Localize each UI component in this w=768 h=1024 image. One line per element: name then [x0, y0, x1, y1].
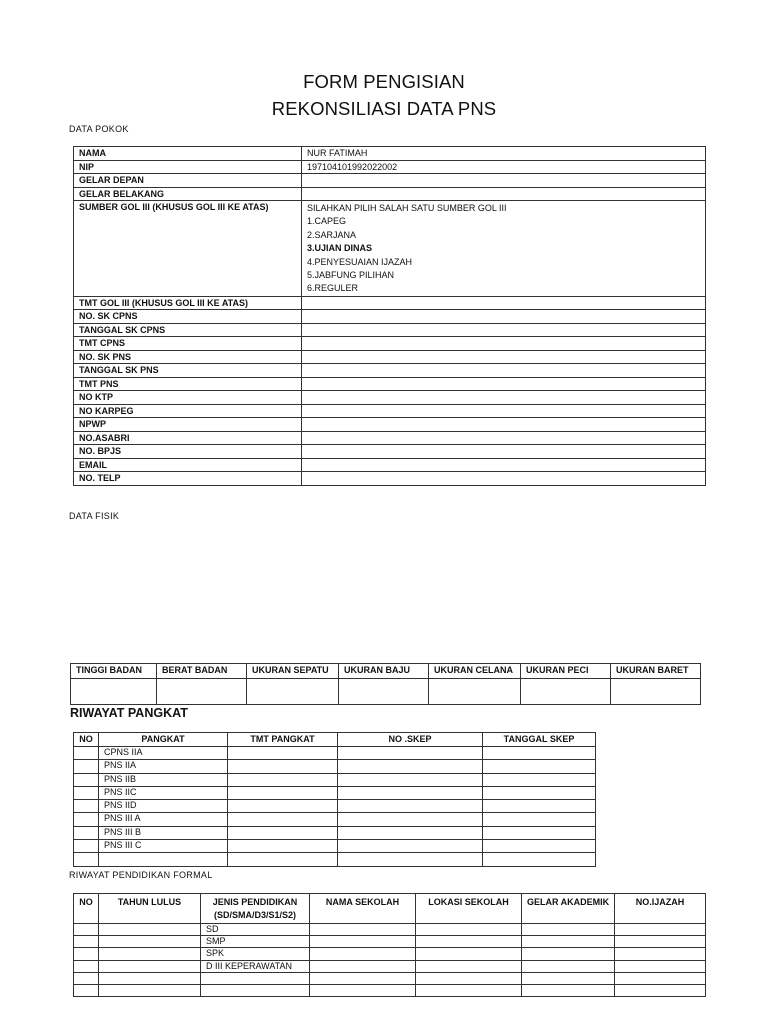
field-value[interactable]: [302, 418, 706, 432]
pendidikan-column-header: [201, 894, 310, 924]
data-pokok-row: [74, 174, 706, 188]
field-label: EMAIL: [74, 458, 302, 472]
pangkat-input-cell[interactable]: [228, 826, 338, 839]
pendidikan-header-label: NO.IJAZAH: [635, 897, 685, 907]
pendidikan-input-cell[interactable]: [99, 972, 201, 984]
sumber-option[interactable]: 2.SARJANA: [307, 229, 357, 240]
pangkat-input-cell[interactable]: [228, 747, 338, 760]
pendidikan-input-cell[interactable]: [522, 936, 615, 948]
pangkat-input-cell[interactable]: [74, 813, 99, 826]
data-fisik-table: [70, 663, 701, 705]
pendidikan-input-cell[interactable]: [522, 948, 615, 960]
data-pokok-row: [74, 323, 706, 337]
pangkat-name: PNS III A: [99, 813, 228, 826]
field-label: TANGGAL SK PNS: [74, 364, 302, 378]
riwayat-pangkat-table: [73, 732, 596, 867]
data-pokok-row: [74, 310, 706, 324]
form-subtitle: REKONSILIASI DATA PNS: [271, 98, 497, 119]
form-title: FORM PENGISIAN: [303, 71, 465, 92]
field-value[interactable]: [302, 337, 706, 351]
pangkat-input-cell[interactable]: [483, 760, 596, 773]
field-label: GELAR BELAKANG: [74, 187, 302, 201]
pangkat-input-cell[interactable]: [483, 853, 596, 866]
table-row: [74, 813, 596, 826]
jenis-pendidikan: [201, 984, 310, 996]
jenis-pendidikan: [201, 972, 310, 984]
pendidikan-column-header: [74, 894, 99, 924]
pendidikan-input-cell[interactable]: [416, 948, 522, 960]
table-row: [74, 840, 596, 853]
data-pokok-table: [73, 146, 706, 486]
field-value[interactable]: NUR FATIMAH: [302, 147, 706, 161]
fisik-column-header: BERAT BADAN: [157, 664, 247, 679]
data-pokok-row: [74, 458, 706, 472]
pangkat-input-cell[interactable]: [74, 760, 99, 773]
pendidikan-input-cell[interactable]: [522, 960, 615, 972]
pangkat-name: CPNS IIA: [99, 747, 228, 760]
field-label: NO.ASABRI: [74, 431, 302, 445]
field-label: NPWP: [74, 418, 302, 432]
pangkat-input-cell[interactable]: [74, 800, 99, 813]
pendidikan-column-header: [615, 894, 706, 924]
pangkat-input-cell[interactable]: [74, 826, 99, 839]
field-value[interactable]: [302, 174, 706, 188]
pangkat-name: PNS III B: [99, 826, 228, 839]
pendidikan-input-cell[interactable]: [416, 936, 522, 948]
data-pokok-row: [74, 472, 706, 486]
pendidikan-input-cell[interactable]: [615, 948, 706, 960]
pangkat-input-cell[interactable]: [338, 760, 483, 773]
field-value[interactable]: [302, 187, 706, 201]
fisik-column-header: UKURAN BARET: [611, 664, 701, 679]
pendidikan-input-cell[interactable]: [522, 984, 615, 996]
pendidikan-input-cell[interactable]: [99, 984, 201, 996]
pendidikan-input-cell[interactable]: [99, 936, 201, 948]
data-pokok-row: [74, 350, 706, 364]
pendidikan-column-header: [310, 894, 416, 924]
pangkat-input-cell[interactable]: [483, 800, 596, 813]
field-label: TMT GOL III (KHUSUS GOL III KE ATAS): [74, 296, 302, 310]
pendidikan-input-cell[interactable]: [416, 924, 522, 936]
field-value[interactable]: [302, 445, 706, 459]
pendidikan-input-cell[interactable]: [310, 924, 416, 936]
pangkat-input-cell[interactable]: [338, 840, 483, 853]
table-row: [74, 826, 596, 839]
field-label: NIP: [74, 160, 302, 174]
pendidikan-input-cell[interactable]: [416, 972, 522, 984]
field-label: NO KARPEG: [74, 404, 302, 418]
riwayat-pendidikan-label: RIWAYAT PENDIDIKAN FORMAL: [69, 870, 213, 880]
field-value[interactable]: [302, 404, 706, 418]
pangkat-input-cell[interactable]: [228, 800, 338, 813]
data-pokok-row: [74, 377, 706, 391]
sumber-option[interactable]: 6.REGULER: [307, 283, 359, 294]
pangkat-input-cell[interactable]: [338, 800, 483, 813]
sumber-instruction: SILAHKAN PILIH SALAH SATU SUMBER GOL III: [307, 203, 507, 213]
field-label: SUMBER GOL III (KHUSUS GOL III KE ATAS): [74, 201, 302, 297]
data-pokok-row: [74, 160, 706, 174]
pangkat-name: PNS III C: [99, 840, 228, 853]
pendidikan-header-label: JENIS PENDIDIKAN: [212, 897, 298, 907]
pangkat-input-cell[interactable]: [338, 826, 483, 839]
pendidikan-header-label: LOKASI SEKOLAH: [428, 897, 509, 907]
data-pokok-row: [74, 418, 706, 432]
pangkat-input-cell[interactable]: [228, 840, 338, 853]
data-pokok-row: [74, 337, 706, 351]
table-row: [74, 853, 596, 866]
jenis-pendidikan-sub: (SD/SMA/D3/S1/S2): [213, 910, 297, 920]
riwayat-pendidikan-table: [73, 893, 706, 997]
table-row: [74, 786, 596, 799]
sumber-option[interactable]: 4.PENYESUAIAN IJAZAH: [307, 256, 413, 267]
pangkat-input-cell[interactable]: [74, 773, 99, 786]
fisik-input-cell[interactable]: [71, 679, 157, 705]
data-pokok-label: DATA POKOK: [69, 124, 129, 134]
pendidikan-column-header: [522, 894, 615, 924]
field-value[interactable]: [302, 201, 706, 297]
pendidikan-header-label: TAHUN LULUS: [117, 897, 182, 907]
field-label: NO. BPJS: [74, 445, 302, 459]
pangkat-column-header: NO: [74, 733, 99, 747]
pangkat-input-cell[interactable]: [74, 747, 99, 760]
table-row: [74, 924, 706, 936]
pendidikan-header-label: NO: [79, 897, 93, 907]
table-row: [74, 936, 706, 948]
pangkat-name: [99, 853, 228, 866]
pangkat-input-cell[interactable]: [228, 853, 338, 866]
pendidikan-input-cell[interactable]: [615, 960, 706, 972]
pendidikan-input-cell[interactable]: [74, 960, 99, 972]
jenis-pendidikan: SD: [201, 924, 310, 936]
pendidikan-input-cell[interactable]: [615, 972, 706, 984]
pendidikan-input-cell[interactable]: [416, 960, 522, 972]
pendidikan-input-cell[interactable]: [310, 960, 416, 972]
sumber-option[interactable]: 5.JABFUNG PILIHAN: [307, 270, 395, 281]
pangkat-input-cell[interactable]: [228, 760, 338, 773]
pendidikan-input-cell[interactable]: [522, 972, 615, 984]
pendidikan-input-cell[interactable]: [99, 924, 201, 936]
jenis-pendidikan: D III KEPERAWATAN: [201, 960, 310, 972]
pangkat-name: PNS IIA: [99, 760, 228, 773]
data-pokok-row: [74, 296, 706, 310]
data-pokok-row: [74, 201, 706, 297]
field-label: NAMA: [74, 147, 302, 161]
pangkat-input-cell[interactable]: [338, 773, 483, 786]
fisik-input-cell[interactable]: [521, 679, 611, 705]
pendidikan-input-cell[interactable]: [74, 948, 99, 960]
pangkat-input-cell[interactable]: [338, 853, 483, 866]
pendidikan-input-cell[interactable]: [615, 936, 706, 948]
pangkat-input-cell[interactable]: [338, 747, 483, 760]
pendidikan-input-cell[interactable]: [99, 948, 201, 960]
pendidikan-input-cell[interactable]: [615, 924, 706, 936]
data-pokok-row: [74, 404, 706, 418]
fisik-input-cell[interactable]: [339, 679, 429, 705]
pangkat-input-cell[interactable]: [483, 826, 596, 839]
table-row: [74, 760, 596, 773]
pangkat-input-cell[interactable]: [74, 840, 99, 853]
field-value[interactable]: 197104101992022002: [302, 160, 706, 174]
table-row: [74, 800, 596, 813]
field-label: GELAR DEPAN: [74, 174, 302, 188]
jenis-pendidikan: SPK: [201, 948, 310, 960]
field-value[interactable]: [302, 323, 706, 337]
table-row: [74, 773, 596, 786]
pendidikan-input-cell[interactable]: [74, 972, 99, 984]
fisik-input-cell[interactable]: [429, 679, 521, 705]
pendidikan-input-cell[interactable]: [74, 936, 99, 948]
pendidikan-input-cell[interactable]: [74, 984, 99, 996]
pangkat-name: PNS IIB: [99, 773, 228, 786]
table-row: [74, 948, 706, 960]
field-value[interactable]: [302, 391, 706, 405]
pangkat-name: PNS IIC: [99, 786, 228, 799]
riwayat-pangkat-heading: RIWAYAT PANGKAT: [70, 706, 188, 720]
pendidikan-header-label: NAMA SEKOLAH: [325, 897, 400, 907]
pendidikan-input-cell[interactable]: [310, 984, 416, 996]
fisik-column-header: UKURAN SEPATU: [247, 664, 339, 679]
table-row: [74, 984, 706, 996]
fisik-input-cell[interactable]: [611, 679, 701, 705]
pendidikan-input-cell[interactable]: [615, 984, 706, 996]
pendidikan-input-cell[interactable]: [99, 960, 201, 972]
fisik-column-header: TINGGI BADAN: [71, 664, 157, 679]
fisik-column-header: UKURAN PECI: [521, 664, 611, 679]
jenis-pendidikan: SMP: [201, 936, 310, 948]
field-value[interactable]: [302, 458, 706, 472]
data-pokok-row: [74, 445, 706, 459]
pendidikan-column-header: [99, 894, 201, 924]
pangkat-column-header: TANGGAL SKEP: [483, 733, 596, 747]
data-pokok-row: [74, 391, 706, 405]
field-value[interactable]: [302, 431, 706, 445]
pangkat-input-cell[interactable]: [483, 773, 596, 786]
field-label: TANGGAL SK CPNS: [74, 323, 302, 337]
pangkat-input-cell[interactable]: [74, 786, 99, 799]
sumber-option[interactable]: 3.UJIAN DINAS: [307, 243, 373, 254]
field-label: NO. SK PNS: [74, 350, 302, 364]
pendidikan-header-label: GELAR AKADEMIK: [527, 897, 610, 907]
table-row: [74, 972, 706, 984]
pangkat-column-header: TMT PANGKAT: [228, 733, 338, 747]
field-value[interactable]: [302, 472, 706, 486]
pangkat-input-cell[interactable]: [338, 786, 483, 799]
pangkat-input-cell[interactable]: [483, 813, 596, 826]
fisik-input-cell[interactable]: [157, 679, 247, 705]
pangkat-input-cell[interactable]: [483, 747, 596, 760]
data-pokok-row: [74, 364, 706, 378]
field-label: NO. TELP: [74, 472, 302, 486]
sumber-option[interactable]: 1.CAPEG: [307, 216, 347, 227]
pangkat-input-cell[interactable]: [228, 773, 338, 786]
pangkat-column-header: NO .SKEP: [338, 733, 483, 747]
pangkat-name: PNS IID: [99, 800, 228, 813]
fisik-column-header: UKURAN BAJU: [339, 664, 429, 679]
pangkat-input-cell[interactable]: [483, 840, 596, 853]
pendidikan-input-cell[interactable]: [416, 984, 522, 996]
pangkat-input-cell[interactable]: [338, 813, 483, 826]
pangkat-input-cell[interactable]: [228, 813, 338, 826]
data-pokok-row: [74, 187, 706, 201]
field-value[interactable]: [302, 296, 706, 310]
field-value[interactable]: [302, 350, 706, 364]
field-value[interactable]: [302, 310, 706, 324]
pendidikan-input-cell[interactable]: [310, 972, 416, 984]
field-label: NO KTP: [74, 391, 302, 405]
fisik-input-cell[interactable]: [247, 679, 339, 705]
data-pokok-row: [74, 431, 706, 445]
fisik-column-header: UKURAN CELANA: [429, 664, 521, 679]
pendidikan-input-cell[interactable]: [74, 924, 99, 936]
field-value[interactable]: [302, 364, 706, 378]
data-fisik-label: DATA FISIK: [69, 511, 120, 521]
table-row: [74, 960, 706, 972]
field-label: TMT CPNS: [74, 337, 302, 351]
pendidikan-input-cell[interactable]: [522, 924, 615, 936]
table-row: [74, 747, 596, 760]
pangkat-input-cell[interactable]: [74, 853, 99, 866]
pangkat-column-header: PANGKAT: [99, 733, 228, 747]
data-pokok-row: [74, 147, 706, 161]
pendidikan-input-cell[interactable]: [310, 948, 416, 960]
pangkat-input-cell[interactable]: [483, 786, 596, 799]
field-value[interactable]: [302, 377, 706, 391]
pendidikan-input-cell[interactable]: [310, 936, 416, 948]
pangkat-input-cell[interactable]: [228, 786, 338, 799]
field-label: NO. SK CPNS: [74, 310, 302, 324]
field-label: TMT PNS: [74, 377, 302, 391]
pendidikan-column-header: [416, 894, 522, 924]
